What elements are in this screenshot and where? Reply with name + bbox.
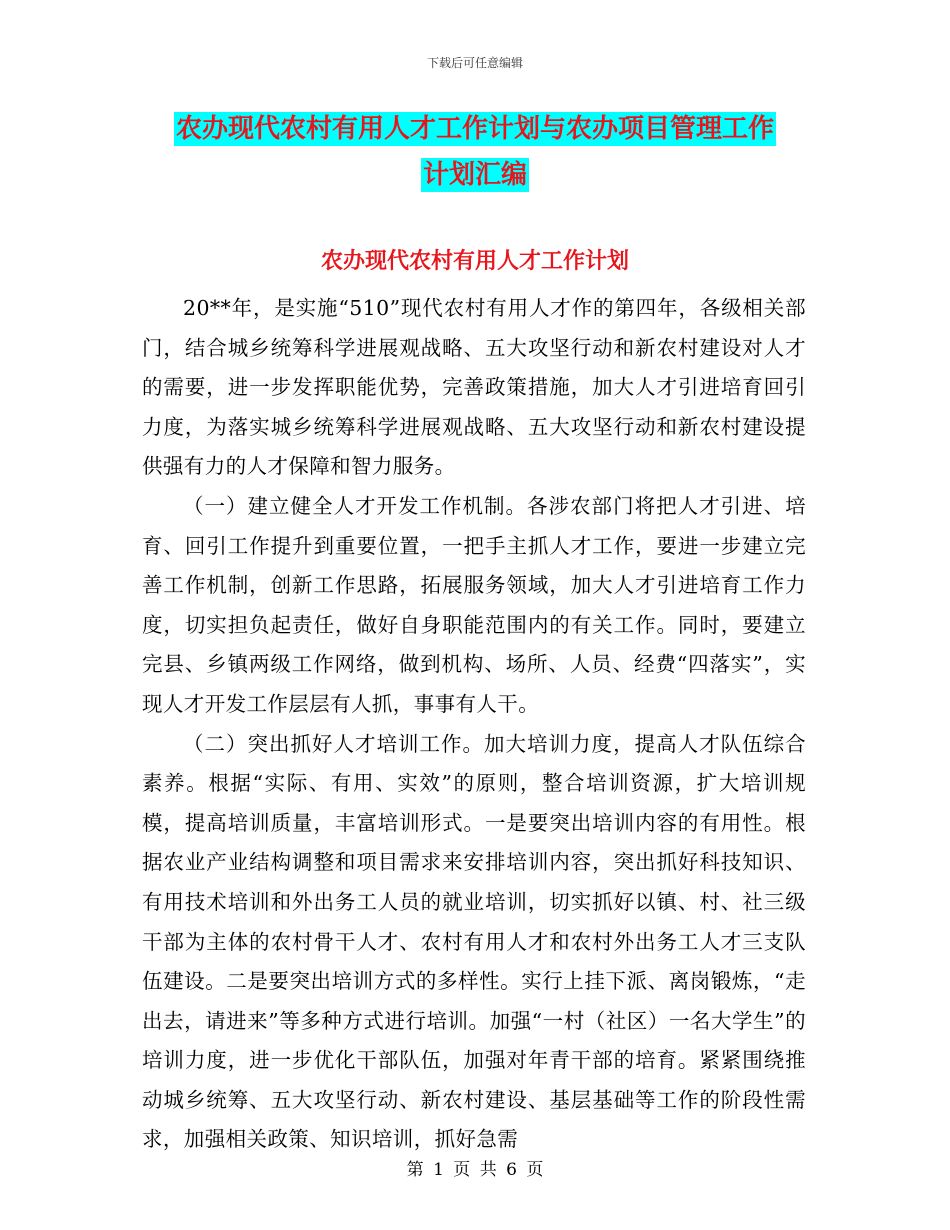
page-number: 第 1 页 共 6 页 bbox=[406, 1160, 544, 1180]
document-title-line2: 计划汇编 bbox=[422, 160, 527, 190]
header-note: 下载后可任意编辑 bbox=[426, 56, 523, 70]
document-title bbox=[140, 106, 810, 198]
document-body bbox=[142, 289, 806, 1160]
document-title-line1: 农办现代农村有用人才工作计划与农办项目管理工作 bbox=[175, 114, 774, 144]
paragraph-intro: 20**年，是实施“510”现代农村有用人才作的第四年，各级相关部门，结合城乡统筹科学进展观战略、五大攻坚行动和新农村建设对人才的需要，进一步发挥职能优势，完善政策措施，加大人才引进培育回引力度，为落实城乡统筹科学进展观战略、五大攻坚行动和新农村建设提供强有力的人才保障和智力服务。 bbox=[142, 296, 806, 479]
paragraph-mechanism: （一）建立健全人才开发工作机制。各涉农部门将把人才引进、培育、回引工作提升到重要位置，一把手主抓人才工作，要进一步建立完善工作机制，创新工作思路，拓展服务领域，加大人才引进培育工作力度，切实担负起责任，做好自身职能范围内的有关工作。同时，要建立完县、乡镇两级工作网络，做到机构、场所、人员、经费“四落实”，实现人才开发工作层层有人抓，事事有人干。 bbox=[142, 493, 806, 716]
paragraph-training: （二）突出抓好人才培训工作。加大培训力度，提高人才队伍综合素养。根据“实际、有用、实效”的原则，整合培训资源，扩大培训规模，提高培训质量，丰富培训形式。一是要突出培训内容的有用性。根据农业产业结构调整和项目需求来安排培训内容，突出抓好科技知识、有用技术培训和外出务工人员的就业培训，切实抓好以镇、村、社三级干部为主体的农村骨干人才、农村有用人才和农村外出务工人才三支队伍建设。二是要突出培训方式的多样性。实行上挂下派、离岗锻炼，“走出去，请进来”等多种方式进行培训。加强“一村（社区）一名大学生”的培训力度，进一步优化干部队伍，加强对年青干部的培育。紧紧围绕推动城乡统筹、五大攻坚行动、新农村建设、基层基础等工作的阶段性需求，加强相关政策、知识培训，抓好急需 bbox=[142, 731, 806, 1152]
section-title: 农办现代农村有用人才工作计划 bbox=[320, 249, 629, 274]
